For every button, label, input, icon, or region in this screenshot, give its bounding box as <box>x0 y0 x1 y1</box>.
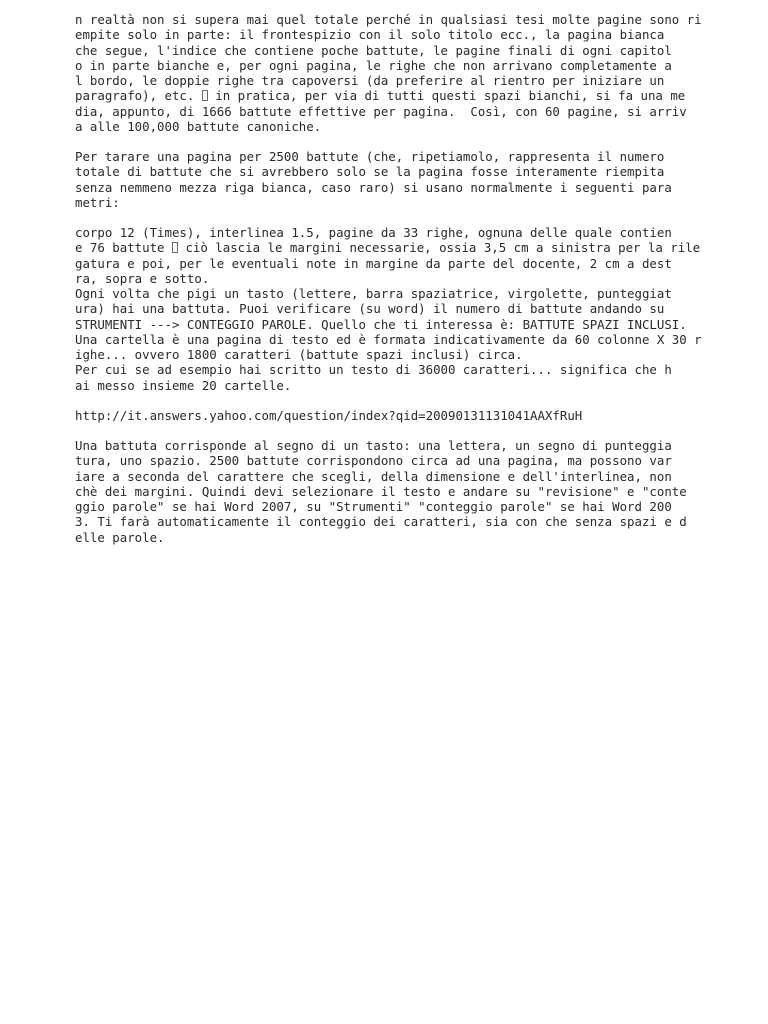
text-line: 3. Ti farà automaticamente il conteggio dei caratteri, sia con che senza spazi e d <box>75 514 687 530</box>
text-line: corpo 12 (Times), interlinea 1.5, pagine da 33 righe, ognuna delle quale contien <box>75 225 672 240</box>
text-line: Per cui se ad esempio hai scritto un testo di 36000 caratteri... significa che h <box>75 362 672 378</box>
text-line-with-glyph <box>75 88 705 103</box>
text-line: Una battuta corrisponde al segno di un tasto: una lettera, un segno di punteggia <box>75 438 672 453</box>
paragraph-page-count <box>75 12 705 134</box>
text-line: elle parole. <box>75 529 165 545</box>
paragraph-parameters <box>75 225 705 393</box>
paragraph-calibration <box>75 149 705 210</box>
text-segment: e 76 battute <box>75 240 172 256</box>
text-line: totale di battute che si avrebbero solo se la pagina fosse interamente riempita <box>75 164 665 180</box>
text-line: che segue, l'indice che contiene poche battute, le pagine finali di ogni capitol <box>75 42 672 58</box>
text-segment: paragrafo), etc. <box>75 88 202 104</box>
text-line: Per tarare una pagina per 2500 battute (che, ripetiamolo, rappresenta il numero <box>75 149 665 164</box>
text-line: tura, uno spazio. 2500 battute corrispondono circa ad una pagina, ma possono var <box>75 453 672 469</box>
text-line: empite solo in parte: il frontespizio con il solo titolo ecc., la pagina bianca <box>75 27 665 43</box>
text-line-with-glyph <box>75 240 705 255</box>
text-line: dia, appunto, di 1666 battute effettive per pagina. Così, con 60 pagine, si arriv <box>75 103 687 119</box>
text-line: ai messo insieme 20 cartelle. <box>75 377 292 393</box>
text-line: metri: <box>75 194 120 210</box>
text-line: STRUMENTI ---> CONTEGGIO PAROLE. Quello che ti interessa è: BATTUTE SPAZI INCLUSI. <box>75 316 687 332</box>
text-line: gatura e poi, per le eventuali note in margine da parte del docente, 2 cm a dest <box>75 255 672 271</box>
text-line: ra, sopra e sotto. <box>75 270 210 286</box>
text-line: Una cartella è una pagina di testo ed è formata indicativamente da 60 colonne X 30 r <box>75 331 702 347</box>
text-line: iare a seconda del carattere che scegli, della dimensione e dell'interlinea, non <box>75 468 672 484</box>
paragraph-source-url <box>75 408 705 423</box>
document-body <box>75 12 705 560</box>
text-line: ura) hai una battuta. Puoi verificare (su word) il numero di battute andando su <box>75 301 665 317</box>
text-line: ggio parole" se hai Word 2007, su "Strumenti" "conteggio parole" se hai Word 200 <box>75 499 672 514</box>
text-line: chè dei margini. Quindi devi selezionare il testo e andare su "revisione" e "conte <box>75 483 687 499</box>
source-url-text: http://it.answers.yahoo.com/question/index?qid=20090131131041AAXfRuH <box>75 407 583 423</box>
text-segment: ciò lascia le margini necessarie, ossia 3,5 cm a sinistra per la rile <box>177 240 701 256</box>
text-line: Ogni volta che pigi un tasto (lettere, barra spaziatrice, virgolette, punteggiat <box>75 286 672 301</box>
text-line: ighe... ovvero 1800 caratteri (battute spazi inclusi) circa. <box>75 347 523 362</box>
text-line: l bordo, le doppie righe tra capoversi (da preferire al rientro per iniziare un <box>75 73 665 88</box>
text-segment: in pratica, per via di tutti questi spazi bianchi, si fa una me <box>207 88 686 104</box>
text-line: a alle 100,000 battute canoniche. <box>75 118 322 134</box>
paragraph-keystroke-definition <box>75 438 705 545</box>
text-line: n realtà non si supera mai quel totale perché in qualsiasi tesi molte pagine sono ri <box>75 12 702 27</box>
text-line: o in parte bianche e, per ogni pagina, le righe che non arrivano completamente a <box>75 57 672 73</box>
text-line: senza nemmeno mezza riga bianca, caso raro) si usano normalmente i seguenti para <box>75 179 672 195</box>
